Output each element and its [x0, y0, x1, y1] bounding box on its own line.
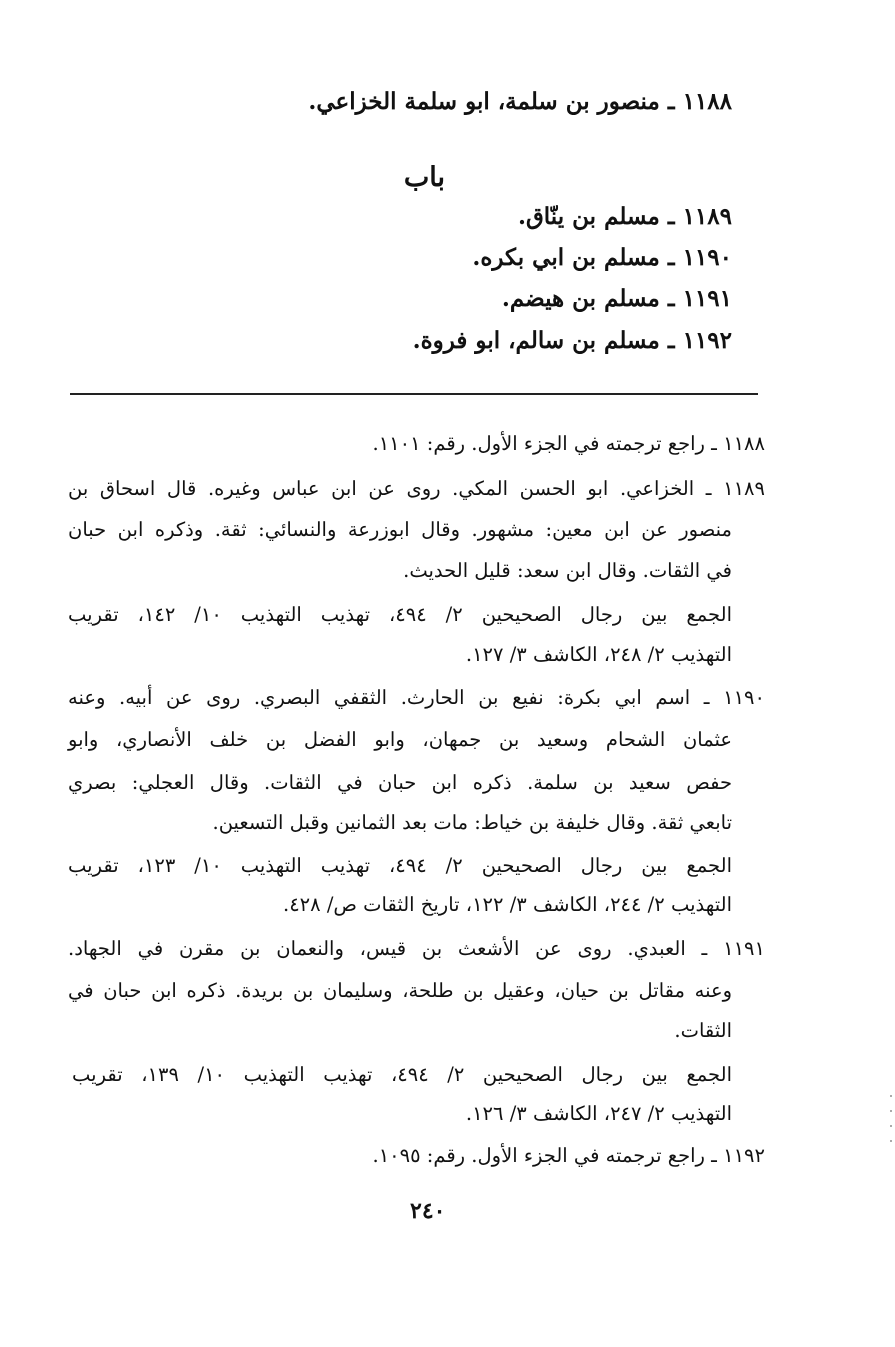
footnote-1191-line-4: الجمع بين رجال الصحيحين ٢/ ٤٩٤، تهذيب التهذيب ١٠/ ١٣٩، تقريب [72, 1063, 732, 1086]
footnote-1190-line-1: ١١٩٠ ـ اسم ابي بكرة: نفيع بن الحارث. الثقفي البصري. روى عن أبيه. وعنه [68, 686, 765, 709]
footnote-1189-line-2: منصور عن ابن معين: مشهور. وقال ابوزرعة والنسائي: ثقة. وذكره ابن حبان [68, 518, 732, 541]
scan-speck [890, 1140, 892, 1142]
footnote-1191-line-1: ١١٩١ ـ العبدي. روى عن الأشعث بن قيس، والنعمان بن مقرن في الجهاد. [68, 937, 765, 960]
footnote-1191-line-3: الثقات. [674, 1019, 732, 1042]
footnote-1190-line-4: تابعي ثقة. وقال خليفة بن خياط: مات بعد الثمانين وقبل التسعين. [212, 811, 732, 834]
scan-speck [890, 1125, 892, 1127]
footnote-1191-line-2: وعنه مقاتل بن حيان، وعقيل بن طلحة، وسليمان بن بريدة. ذكره ابن حبان في [68, 979, 732, 1002]
footnote-1190-line-3: حفص سعيد بن سلمة. ذكره ابن حبان في الثقات. وقال العجلي: بصري [68, 771, 732, 794]
footnote-1192-line-1: ١١٩٢ ـ راجع ترجمته في الجزء الأول. رقم: ١٠٩٥. [372, 1144, 765, 1167]
footnote-1190-line-6: التهذيب ٢/ ٢٤٤، الكاشف ٣/ ١٢٢، تاريخ الثقات ص/ ٤٢٨. [283, 893, 732, 916]
entry-1192: ١١٩٢ ـ مسلم بن سالم، ابو فروة. [412, 327, 732, 354]
page-number: ٢٤٠ [410, 1198, 446, 1224]
footnote-1190-line-2: عثمان الشحام وسعيد بن جمهان، وابو الفضل بن خلف الأنصاري، وابو [68, 728, 732, 751]
scan-speck [890, 1095, 892, 1097]
entry-1189: ١١٨٩ ـ مسلم بن ينّاق. [517, 203, 732, 230]
footnote-1190-line-5: الجمع بين رجال الصحيحين ٢/ ٤٩٤، تهذيب التهذيب ١٠/ ١٢٣، تقريب [68, 854, 732, 877]
entry-1191: ١١٩١ ـ مسلم بن هيضم. [501, 285, 732, 312]
footnote-1189-line-3: في الثقات. وقال ابن سعد: قليل الحديث. [403, 559, 732, 582]
footnote-1189-line-5: التهذيب ٢/ ٢٤٨، الكاشف ٣/ ١٢٧. [465, 643, 732, 666]
entry-1188: ١١٨٨ ـ منصور بن سلمة، ابو سلمة الخزاعي. [308, 88, 732, 115]
footnote-1191-line-5: التهذيب ٢/ ٢٤٧، الكاشف ٣/ ١٢٦. [465, 1102, 732, 1125]
footnote-divider [70, 393, 758, 395]
footnote-1188-line-1: ١١٨٨ ـ راجع ترجمته في الجزء الأول. رقم: ١١٠١. [372, 432, 765, 455]
footnote-1189-line-1: ١١٨٩ ـ الخزاعي. ابو الحسن المكي. روى عن ابن عباس وغيره. قال اسحاق بن [68, 477, 765, 500]
footnote-1189-line-4: الجمع بين رجال الصحيحين ٢/ ٤٩٤، تهذيب التهذيب ١٠/ ١٤٢، تقريب [68, 603, 732, 626]
entry-1190: ١١٩٠ ـ مسلم بن ابي بكره. [472, 244, 732, 271]
scan-speck [890, 1110, 892, 1112]
section-heading: باب [403, 162, 445, 193]
